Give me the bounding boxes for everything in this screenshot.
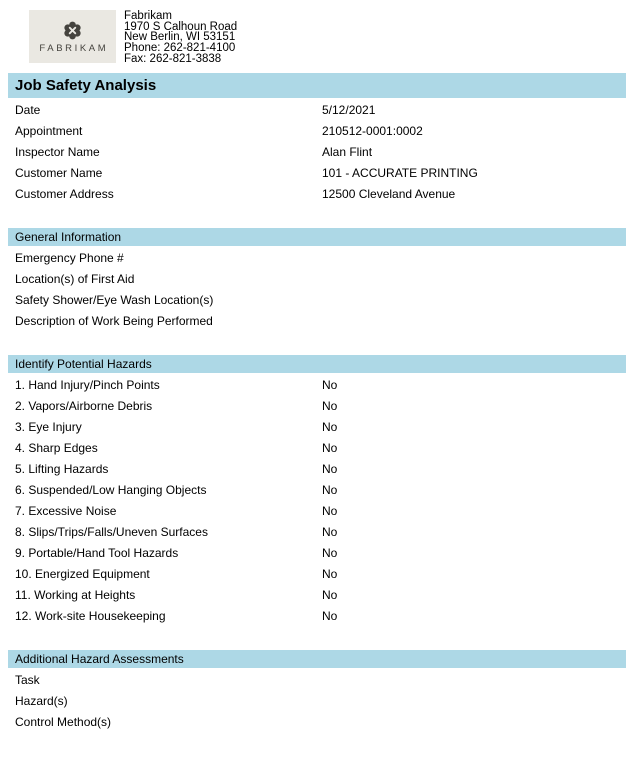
fabrikam-flower-icon xyxy=(62,20,83,41)
field-value: Alan Flint xyxy=(322,145,373,159)
hazard-value: No xyxy=(322,378,338,392)
hazard-row xyxy=(0,438,637,459)
section-header-additional-hazard-assessments xyxy=(8,650,626,668)
hazard-value: No xyxy=(322,462,338,476)
field-value xyxy=(322,691,637,712)
hazard-label: 11. Working at Heights xyxy=(15,588,136,602)
hazard-row xyxy=(0,522,637,543)
hazard-value: No xyxy=(322,588,338,602)
hazard-row xyxy=(0,543,637,564)
field-row-work-description xyxy=(0,311,637,332)
section-header-general-information xyxy=(8,228,626,246)
detail-row-appointment xyxy=(0,121,637,142)
field-value xyxy=(322,712,637,733)
company-name: Fabrikam xyxy=(124,10,172,22)
detail-row-inspector-name xyxy=(0,142,637,163)
company-info xyxy=(124,10,237,63)
details-section xyxy=(0,100,637,205)
detail-row-customer-address xyxy=(0,184,637,205)
hazard-value: No xyxy=(322,567,338,581)
field-label: Control Method(s) xyxy=(15,715,112,729)
hazard-label: 6. Suspended/Low Hanging Objects xyxy=(15,483,207,497)
general-information-section xyxy=(0,248,637,332)
hazard-label: 4. Sharp Edges xyxy=(15,441,98,455)
field-label: Date xyxy=(15,103,41,117)
hazard-row xyxy=(0,501,637,522)
hazard-row xyxy=(0,480,637,501)
hazard-row xyxy=(0,564,637,585)
hazard-label: 10. Energized Equipment xyxy=(15,567,150,581)
company-address-line1: 1970 S Calhoun Road xyxy=(124,20,238,33)
detail-row-customer-name xyxy=(0,163,637,184)
section-heading: Identify Potential Hazards xyxy=(15,357,152,371)
hazard-label: 5. Lifting Hazards xyxy=(15,462,109,476)
field-label: Safety Shower/Eye Wash Location(s) xyxy=(15,293,214,307)
company-address-line2: New Berlin, WI 53151 xyxy=(124,31,236,44)
field-value xyxy=(322,311,637,332)
field-label: Customer Address xyxy=(15,187,114,201)
field-value: 5/12/2021 xyxy=(322,103,376,117)
hazard-value: No xyxy=(322,504,338,518)
hazard-label: 7. Excessive Noise xyxy=(15,504,117,518)
hazard-label: 9. Portable/Hand Tool Hazards xyxy=(15,546,179,560)
hazard-value: No xyxy=(322,609,338,623)
field-value xyxy=(322,670,637,691)
document-title-bar xyxy=(8,73,626,98)
field-row-control-methods xyxy=(0,712,637,733)
section-header-identify-potential-hazards xyxy=(8,355,626,373)
field-value xyxy=(322,269,637,290)
field-value xyxy=(322,248,637,269)
field-label: Location(s) of First Aid xyxy=(15,272,135,286)
additional-hazard-section xyxy=(0,670,637,733)
field-label: Description of Work Being Performed xyxy=(15,314,213,328)
hazard-label: 3. Eye Injury xyxy=(15,420,82,434)
field-label: Customer Name xyxy=(15,166,103,180)
field-label: Appointment xyxy=(15,124,83,138)
field-value: 210512-0001:0002 xyxy=(322,124,423,138)
field-row-task xyxy=(0,670,637,691)
letterhead xyxy=(29,10,637,63)
field-label: Task xyxy=(15,673,40,687)
field-row-emergency-phone xyxy=(0,248,637,269)
hazard-row xyxy=(0,606,637,627)
field-value xyxy=(322,290,637,311)
field-value: 101 - ACCURATE PRINTING xyxy=(322,166,478,180)
hazard-row xyxy=(0,585,637,606)
hazard-row xyxy=(0,417,637,438)
section-heading: General Information xyxy=(15,230,122,244)
company-fax: Fax: 262-821-3838 xyxy=(124,52,222,65)
hazard-label: 8. Slips/Trips/Falls/Uneven Surfaces xyxy=(15,525,208,539)
hazard-row xyxy=(0,459,637,480)
field-label: Inspector Name xyxy=(15,145,100,159)
hazard-value: No xyxy=(322,483,338,497)
field-label: Emergency Phone # xyxy=(15,251,124,265)
hazard-value: No xyxy=(322,546,338,560)
company-phone: Phone: 262-821-4100 xyxy=(124,42,236,55)
hazard-label: 1. Hand Injury/Pinch Points xyxy=(15,378,160,392)
hazard-value: No xyxy=(322,399,338,413)
fabrikam-logo-text: FABRIKAM xyxy=(39,42,109,54)
fabrikam-logo xyxy=(29,10,116,63)
hazard-value: No xyxy=(322,420,338,434)
document-title: Job Safety Analysis xyxy=(15,77,157,94)
hazard-value: No xyxy=(322,525,338,539)
detail-row-date xyxy=(0,100,637,121)
hazards-section xyxy=(0,375,637,627)
hazard-label: 12. Work-site Housekeeping xyxy=(15,609,166,623)
section-heading: Additional Hazard Assessments xyxy=(15,652,184,666)
field-row-safety-shower-location xyxy=(0,290,637,311)
field-label: Hazard(s) xyxy=(15,694,68,708)
field-row-hazards xyxy=(0,691,637,712)
field-value: 12500 Cleveland Avenue xyxy=(322,187,456,201)
hazard-row xyxy=(0,375,637,396)
hazard-value: No xyxy=(322,441,338,455)
field-row-first-aid-location xyxy=(0,269,637,290)
hazard-row xyxy=(0,396,637,417)
hazard-label: 2. Vapors/Airborne Debris xyxy=(15,399,153,413)
